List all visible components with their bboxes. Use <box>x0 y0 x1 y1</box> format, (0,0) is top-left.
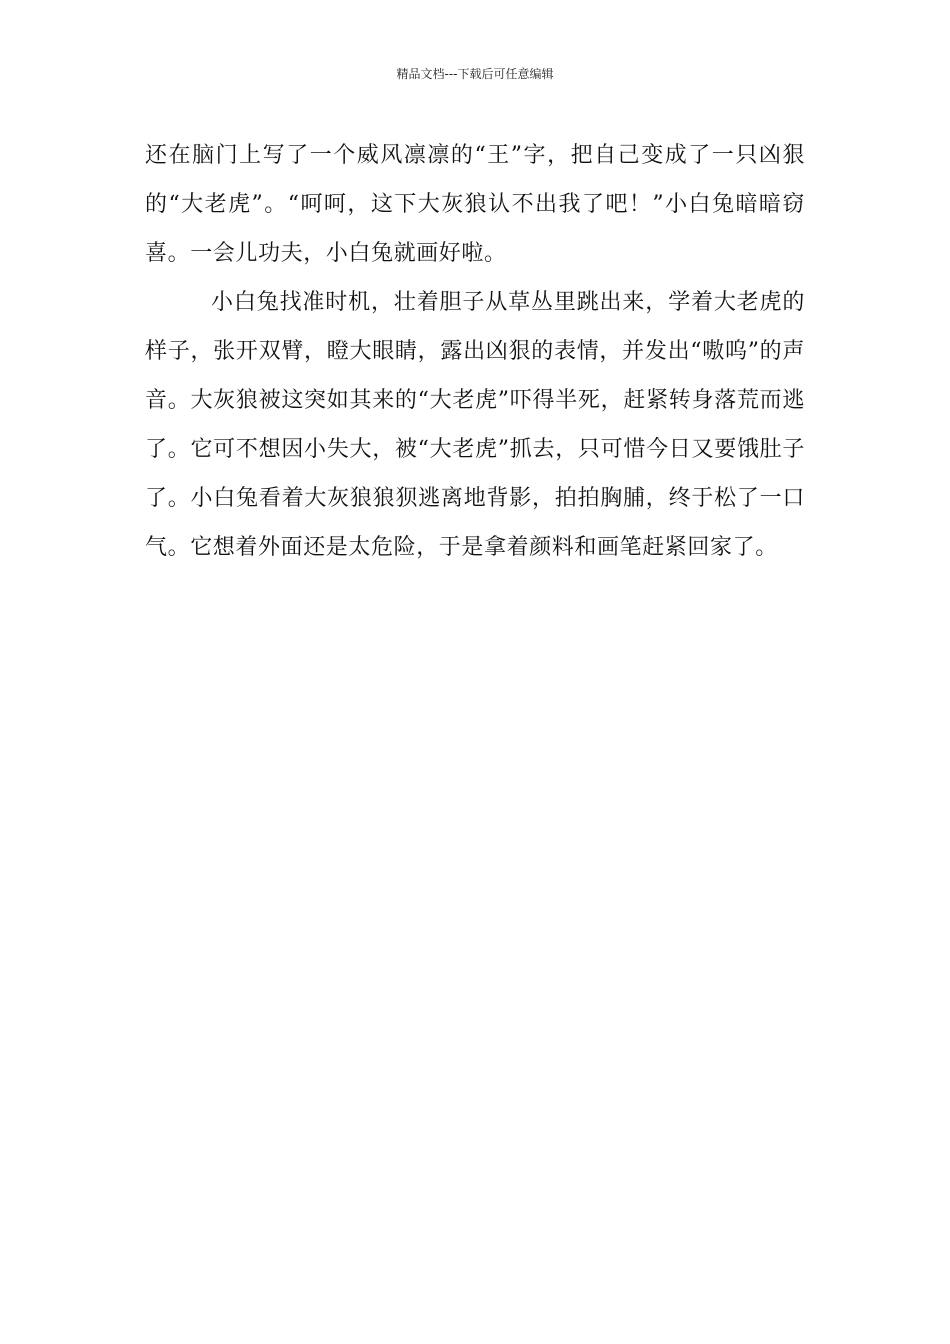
paragraph: 小白兔找准时机，壮着胆子从草丛里跳出来，学着大老虎的样子，张开双臂，瞪大眼睛，露出凶狠的表情，并发出“嗷呜”的声音。大灰狼被这突如其来的“大老虎”吓得半死，赶紧转身落荒而逃了。它可不想因小失大，被“大老虎”抓去，只可惜今日又要饿肚子了。小白兔看着大灰狼狼狈逃离地背影，拍拍胸脯，终于松了一口气。它想着外面还是太危险，于是拿着颜料和画笔赶紧回家了。 <box>145 290 805 560</box>
page-header: 精品文档---下载后可任意编辑 <box>396 67 554 81</box>
paragraph-continued: 还在脑门上写了一个威风凛凛的“王”字，把自己变成了一只凶狠的“大老虎”。“呵呵，这下大灰狼认不出我了吧！”小白兔暗暗窃喜。一会儿功夫，小白兔就画好啦。 <box>145 143 805 266</box>
document-body <box>145 131 805 572</box>
